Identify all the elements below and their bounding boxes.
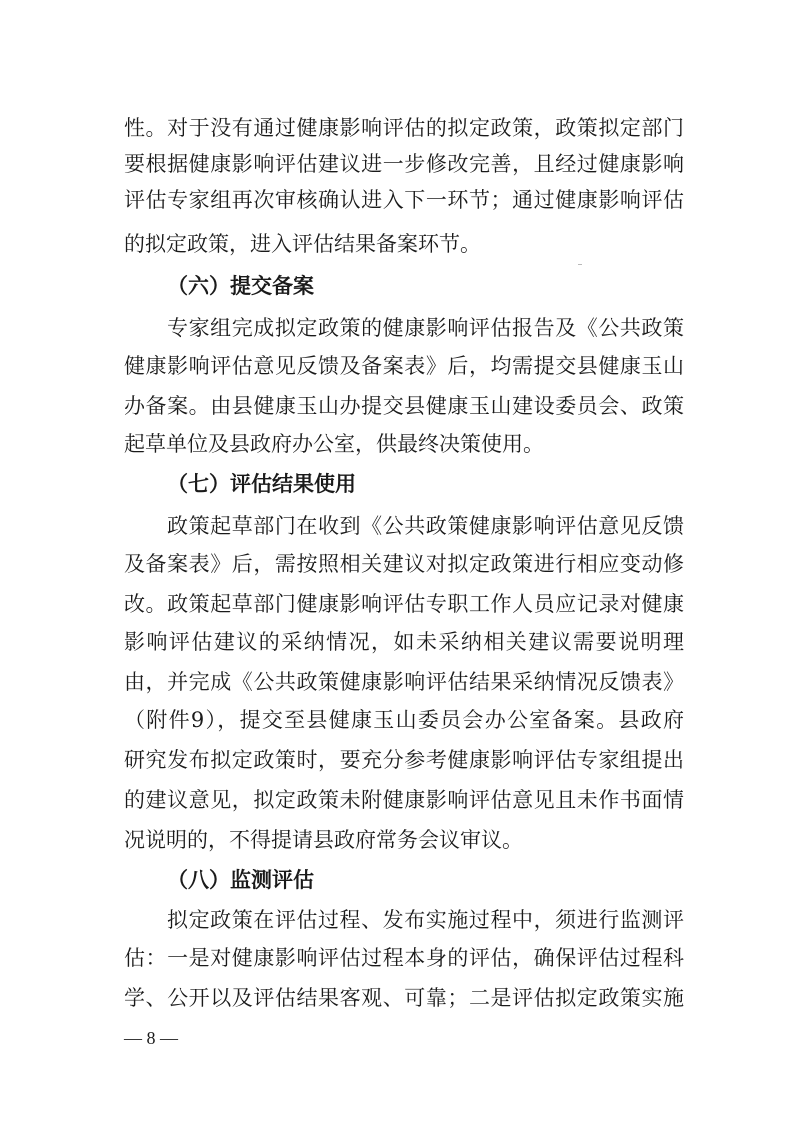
section-heading-7: （七）评估结果使用 [167,472,356,496]
paragraph-3-line-6: （附件9），提交至县健康玉山委员会办公室备案。县政府 [124,708,684,732]
paragraph-4-line-3: 学、公开以及评估结果客观、可靠；二是评估拟定政策实施 [124,986,684,1010]
paragraph-1-line-2: 要根据健康影响评估建议进一步修改完善，且经过健康影响 [124,152,684,176]
paragraph-2-line-3: 办备案。由县健康玉山办提交县健康玉山建设委员会、政策 [124,394,684,418]
paragraph-3-line-5: 由，并完成《公共政策健康影响评估结果采纳情况反馈表》 [124,670,684,694]
paragraph-4-line-1: 拟定政策在评估过程、发布实施过程中，须进行监测评 [167,908,684,932]
section-heading-8: （八）监测评估 [167,868,314,892]
paragraph-3-line-9: 况说明的，不得提请县政府常务会议审议。 [124,828,523,852]
paragraph-4-line-2: 估：一是对健康影响评估过程本身的评估，确保评估过程科 [124,946,684,970]
paragraph-3-line-1: 政策起草部门在收到《公共政策健康影响评估意见反馈 [167,514,684,538]
paragraph-3-line-7: 研究发布拟定政策时，要充分参考健康影响评估专家组提出 [124,748,684,772]
paragraph-3-line-8: 的建议意见，拟定政策未附健康影响评估意见且未作书面情 [124,788,684,812]
section-heading-6: （六）提交备案 [167,274,314,298]
paragraph-3-line-2: 及备案表》后，需按照相关建议对拟定政策进行相应变动修 [124,552,684,576]
paragraph-1-line-3: 评估专家组再次审核确认进入下一环节；通过健康影响评估 [124,188,684,212]
paragraph-3-line-4: 影响评估建议的采纳情况，如未采纳相关建议需要说明理 [124,630,684,654]
page-number: — 8 — [124,1028,178,1048]
paragraph-2-line-4: 起草单位及县政府办公室，供最终决策使用。 [124,432,544,456]
paragraph-3-line-3: 改。政策起草部门健康影响评估专职工作人员应记录对健康 [124,592,684,616]
paragraph-2-line-1: 专家组完成拟定政策的健康影响评估报告及《公共政策 [167,316,684,340]
paragraph-1-line-4: 的拟定政策，进入评估结果备案环节。 [124,232,481,256]
paragraph-1-line-1: 性。对于没有通过健康影响评估的拟定政策，政策拟定部门 [124,116,684,140]
paragraph-2-line-2: 健康影响评估意见反馈及备案表》后，均需提交县健康玉山 [124,354,684,378]
scan-speck [578,264,582,265]
